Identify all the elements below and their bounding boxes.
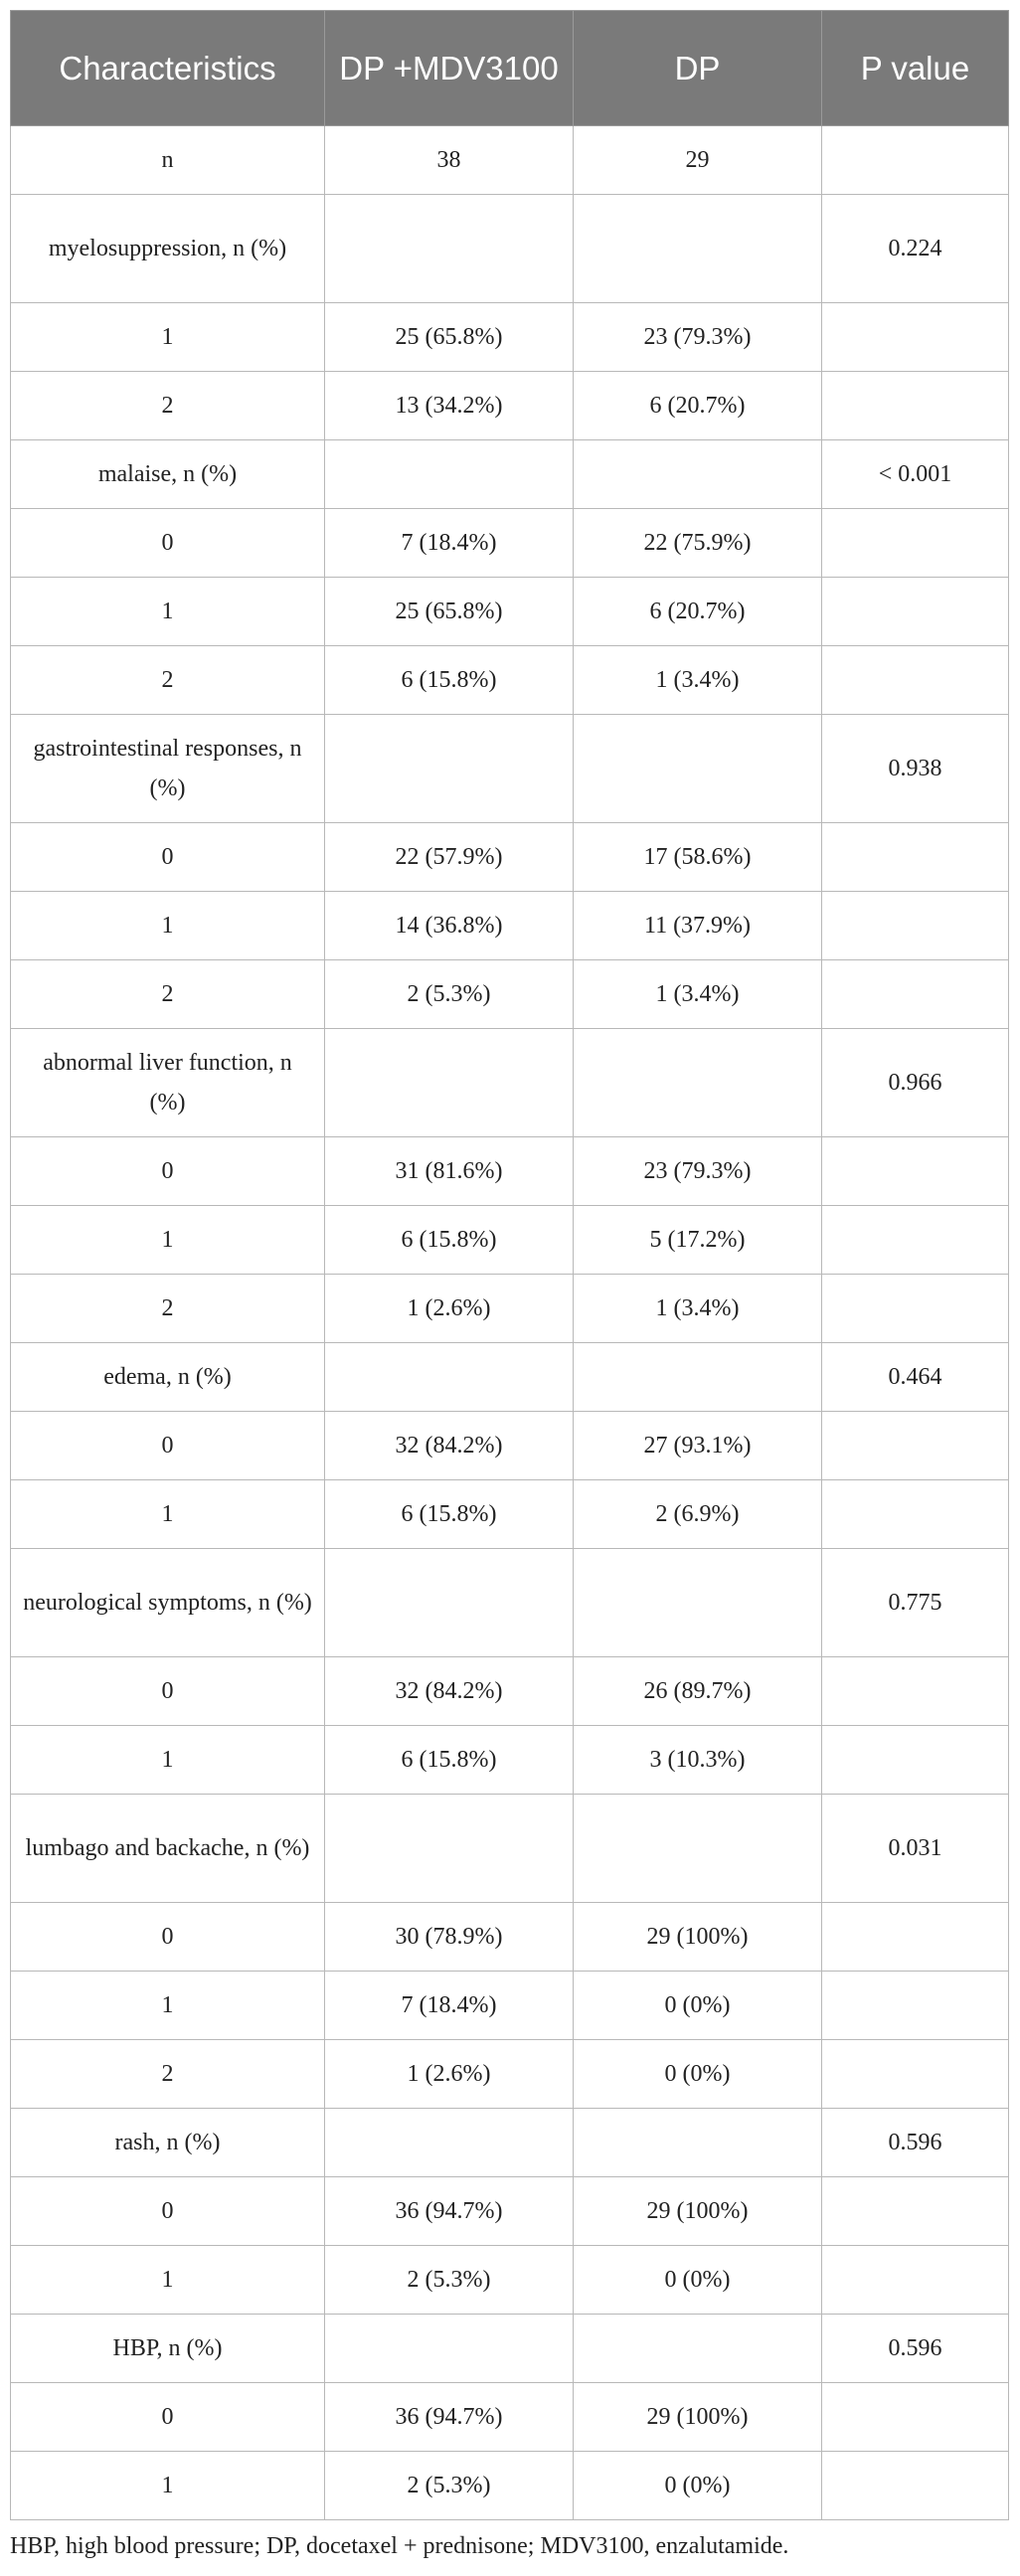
table-row bbox=[11, 2246, 1009, 2315]
cell-p-value bbox=[822, 2177, 1009, 2246]
row-label: 1 bbox=[11, 1206, 325, 1275]
table-row bbox=[11, 1903, 1009, 1972]
table-row bbox=[11, 372, 1009, 440]
cell-dp-mdv3100: 31 (81.6%) bbox=[325, 1137, 574, 1206]
table-row bbox=[11, 578, 1009, 646]
cell-p-value bbox=[822, 1275, 1009, 1343]
cell-dp: 23 (79.3%) bbox=[574, 1137, 822, 1206]
row-label: gastrointestinal responses, n (%) bbox=[11, 715, 325, 823]
table-row bbox=[11, 440, 1009, 509]
cell-dp: 29 (100%) bbox=[574, 2177, 822, 2246]
row-label: 2 bbox=[11, 2040, 325, 2109]
table-row bbox=[11, 1972, 1009, 2040]
cell-dp-mdv3100 bbox=[325, 1029, 574, 1137]
row-label: rash, n (%) bbox=[11, 2109, 325, 2177]
header-dp-mdv3100: DP +MDV3100 bbox=[325, 11, 574, 126]
cell-dp-mdv3100: 2 (5.3%) bbox=[325, 2452, 574, 2520]
row-label: 1 bbox=[11, 1480, 325, 1549]
cell-p-value bbox=[822, 509, 1009, 578]
cell-p-value: 0.966 bbox=[822, 1029, 1009, 1137]
cell-dp-mdv3100 bbox=[325, 1795, 574, 1903]
cell-dp-mdv3100: 1 (2.6%) bbox=[325, 2040, 574, 2109]
table-row bbox=[11, 303, 1009, 372]
cell-p-value bbox=[822, 892, 1009, 960]
cell-dp-mdv3100: 22 (57.9%) bbox=[325, 823, 574, 892]
adverse-events-table bbox=[10, 10, 1009, 2520]
row-label: 0 bbox=[11, 2383, 325, 2452]
cell-dp: 22 (75.9%) bbox=[574, 509, 822, 578]
row-label: 2 bbox=[11, 1275, 325, 1343]
row-label: 0 bbox=[11, 509, 325, 578]
cell-dp: 1 (3.4%) bbox=[574, 960, 822, 1029]
table-row bbox=[11, 1480, 1009, 1549]
cell-dp-mdv3100: 13 (34.2%) bbox=[325, 372, 574, 440]
table-row bbox=[11, 1343, 1009, 1412]
table-container bbox=[10, 10, 1008, 2520]
table-row bbox=[11, 1029, 1009, 1137]
cell-dp-mdv3100: 32 (84.2%) bbox=[325, 1412, 574, 1480]
cell-dp: 1 (3.4%) bbox=[574, 646, 822, 715]
row-label: 0 bbox=[11, 2177, 325, 2246]
cell-p-value bbox=[822, 1137, 1009, 1206]
table-body bbox=[11, 126, 1009, 2520]
cell-dp bbox=[574, 195, 822, 303]
cell-dp-mdv3100: 38 bbox=[325, 126, 574, 195]
row-label: 1 bbox=[11, 2452, 325, 2520]
cell-dp: 0 (0%) bbox=[574, 2452, 822, 2520]
table-header bbox=[11, 11, 1009, 126]
cell-dp: 17 (58.6%) bbox=[574, 823, 822, 892]
cell-dp: 6 (20.7%) bbox=[574, 372, 822, 440]
cell-p-value bbox=[822, 578, 1009, 646]
cell-dp-mdv3100: 30 (78.9%) bbox=[325, 1903, 574, 1972]
cell-dp: 29 (100%) bbox=[574, 1903, 822, 1972]
table-row bbox=[11, 1275, 1009, 1343]
cell-dp-mdv3100: 2 (5.3%) bbox=[325, 2246, 574, 2315]
header-dp: DP bbox=[574, 11, 822, 126]
table-row bbox=[11, 2040, 1009, 2109]
table-row bbox=[11, 1726, 1009, 1795]
table-row bbox=[11, 892, 1009, 960]
cell-dp-mdv3100: 6 (15.8%) bbox=[325, 1726, 574, 1795]
cell-p-value bbox=[822, 2040, 1009, 2109]
cell-dp-mdv3100 bbox=[325, 2109, 574, 2177]
cell-p-value bbox=[822, 1903, 1009, 1972]
row-label: 1 bbox=[11, 2246, 325, 2315]
cell-dp bbox=[574, 1549, 822, 1657]
cell-p-value bbox=[822, 2452, 1009, 2520]
cell-p-value bbox=[822, 646, 1009, 715]
cell-dp: 0 (0%) bbox=[574, 2246, 822, 2315]
cell-dp bbox=[574, 1795, 822, 1903]
cell-dp-mdv3100: 7 (18.4%) bbox=[325, 509, 574, 578]
cell-dp bbox=[574, 2315, 822, 2383]
table-row bbox=[11, 2452, 1009, 2520]
cell-p-value bbox=[822, 1480, 1009, 1549]
cell-dp: 0 (0%) bbox=[574, 1972, 822, 2040]
cell-dp-mdv3100 bbox=[325, 1549, 574, 1657]
table-row bbox=[11, 646, 1009, 715]
row-label: 0 bbox=[11, 1903, 325, 1972]
cell-dp bbox=[574, 1343, 822, 1412]
header-characteristics: Characteristics bbox=[11, 11, 325, 126]
cell-dp: 26 (89.7%) bbox=[574, 1657, 822, 1726]
cell-dp: 2 (6.9%) bbox=[574, 1480, 822, 1549]
row-label: 2 bbox=[11, 960, 325, 1029]
cell-p-value: 0.596 bbox=[822, 2315, 1009, 2383]
cell-p-value: 0.031 bbox=[822, 1795, 1009, 1903]
cell-dp-mdv3100: 32 (84.2%) bbox=[325, 1657, 574, 1726]
row-label: 1 bbox=[11, 1726, 325, 1795]
row-label: 1 bbox=[11, 892, 325, 960]
table-row bbox=[11, 1657, 1009, 1726]
table-row bbox=[11, 2177, 1009, 2246]
row-label: 1 bbox=[11, 303, 325, 372]
table-row bbox=[11, 1206, 1009, 1275]
cell-p-value bbox=[822, 303, 1009, 372]
cell-p-value bbox=[822, 1657, 1009, 1726]
table-row bbox=[11, 2383, 1009, 2452]
cell-dp-mdv3100: 6 (15.8%) bbox=[325, 1480, 574, 1549]
table-row bbox=[11, 1795, 1009, 1903]
cell-dp: 0 (0%) bbox=[574, 2040, 822, 2109]
cell-p-value bbox=[822, 1206, 1009, 1275]
row-label: malaise, n (%) bbox=[11, 440, 325, 509]
cell-dp-mdv3100: 14 (36.8%) bbox=[325, 892, 574, 960]
row-label: 0 bbox=[11, 1412, 325, 1480]
cell-dp-mdv3100 bbox=[325, 715, 574, 823]
cell-dp: 29 (100%) bbox=[574, 2383, 822, 2452]
cell-dp-mdv3100: 36 (94.7%) bbox=[325, 2383, 574, 2452]
cell-dp: 3 (10.3%) bbox=[574, 1726, 822, 1795]
cell-p-value bbox=[822, 372, 1009, 440]
table-row bbox=[11, 2315, 1009, 2383]
header-row bbox=[11, 11, 1009, 126]
cell-p-value: 0.224 bbox=[822, 195, 1009, 303]
row-label: 0 bbox=[11, 1137, 325, 1206]
cell-dp: 23 (79.3%) bbox=[574, 303, 822, 372]
row-label: 2 bbox=[11, 646, 325, 715]
table-footnote: HBP, high blood pressure; DP, docetaxel + prednisone; MDV3100, enzalutamide. bbox=[10, 2533, 789, 2559]
cell-p-value bbox=[822, 1972, 1009, 2040]
cell-p-value: 0.775 bbox=[822, 1549, 1009, 1657]
row-label: neurological symptoms, n (%) bbox=[11, 1549, 325, 1657]
row-label: myelosuppression, n (%) bbox=[11, 195, 325, 303]
row-label: n bbox=[11, 126, 325, 195]
cell-dp bbox=[574, 2109, 822, 2177]
table-row bbox=[11, 1549, 1009, 1657]
row-label: 1 bbox=[11, 578, 325, 646]
header-p-value: P value bbox=[822, 11, 1009, 126]
cell-p-value: 0.938 bbox=[822, 715, 1009, 823]
table-row bbox=[11, 715, 1009, 823]
cell-p-value: 0.464 bbox=[822, 1343, 1009, 1412]
cell-dp-mdv3100: 36 (94.7%) bbox=[325, 2177, 574, 2246]
cell-p-value bbox=[822, 1412, 1009, 1480]
cell-p-value bbox=[822, 960, 1009, 1029]
row-label: 1 bbox=[11, 1972, 325, 2040]
table-row bbox=[11, 823, 1009, 892]
cell-dp-mdv3100 bbox=[325, 195, 574, 303]
cell-dp-mdv3100 bbox=[325, 440, 574, 509]
table-row bbox=[11, 1137, 1009, 1206]
cell-p-value bbox=[822, 2246, 1009, 2315]
cell-p-value bbox=[822, 126, 1009, 195]
cell-p-value: < 0.001 bbox=[822, 440, 1009, 509]
row-label: abnormal liver function, n (%) bbox=[11, 1029, 325, 1137]
cell-dp-mdv3100: 25 (65.8%) bbox=[325, 303, 574, 372]
cell-dp: 1 (3.4%) bbox=[574, 1275, 822, 1343]
cell-p-value bbox=[822, 823, 1009, 892]
cell-dp-mdv3100 bbox=[325, 1343, 574, 1412]
cell-dp-mdv3100: 1 (2.6%) bbox=[325, 1275, 574, 1343]
cell-dp bbox=[574, 1029, 822, 1137]
cell-dp bbox=[574, 440, 822, 509]
cell-dp-mdv3100: 7 (18.4%) bbox=[325, 1972, 574, 2040]
table-row bbox=[11, 2109, 1009, 2177]
table-row bbox=[11, 1412, 1009, 1480]
row-label: lumbago and backache, n (%) bbox=[11, 1795, 325, 1903]
table-row bbox=[11, 960, 1009, 1029]
cell-p-value: 0.596 bbox=[822, 2109, 1009, 2177]
cell-dp-mdv3100: 2 (5.3%) bbox=[325, 960, 574, 1029]
cell-dp-mdv3100 bbox=[325, 2315, 574, 2383]
cell-dp: 29 bbox=[574, 126, 822, 195]
row-label: 0 bbox=[11, 1657, 325, 1726]
cell-p-value bbox=[822, 1726, 1009, 1795]
cell-dp: 11 (37.9%) bbox=[574, 892, 822, 960]
cell-dp-mdv3100: 25 (65.8%) bbox=[325, 578, 574, 646]
cell-dp: 27 (93.1%) bbox=[574, 1412, 822, 1480]
row-label: HBP, n (%) bbox=[11, 2315, 325, 2383]
cell-p-value bbox=[822, 2383, 1009, 2452]
row-label: 2 bbox=[11, 372, 325, 440]
row-label: edema, n (%) bbox=[11, 1343, 325, 1412]
cell-dp bbox=[574, 715, 822, 823]
cell-dp-mdv3100: 6 (15.8%) bbox=[325, 1206, 574, 1275]
cell-dp: 5 (17.2%) bbox=[574, 1206, 822, 1275]
table-row bbox=[11, 509, 1009, 578]
cell-dp-mdv3100: 6 (15.8%) bbox=[325, 646, 574, 715]
cell-dp: 6 (20.7%) bbox=[574, 578, 822, 646]
row-label: 0 bbox=[11, 823, 325, 892]
table-row bbox=[11, 195, 1009, 303]
table-row bbox=[11, 126, 1009, 195]
